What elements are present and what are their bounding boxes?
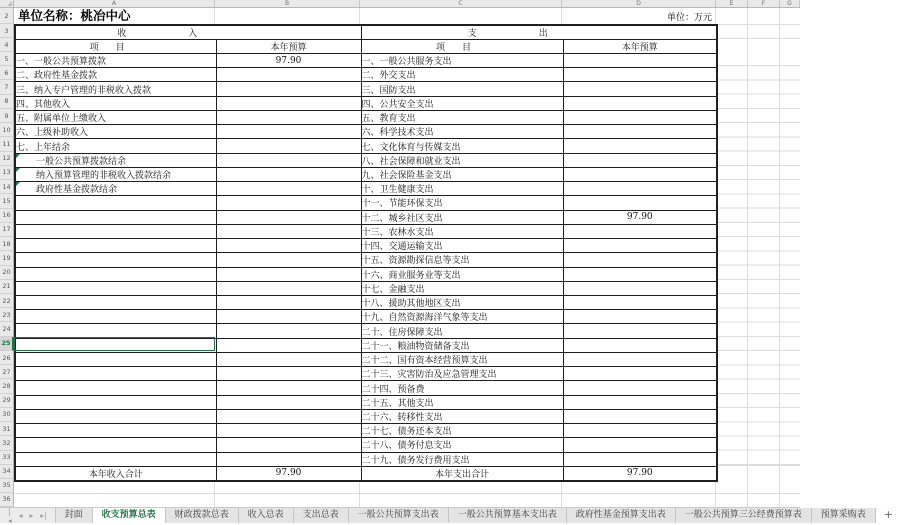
expense-value-cell[interactable]	[563, 452, 717, 466]
expense-value-cell[interactable]	[563, 381, 717, 395]
error-flag-icon	[16, 154, 20, 158]
expense-value-cell[interactable]	[563, 125, 717, 139]
next-sheet-icon[interactable]: ▸	[29, 511, 34, 520]
table-row	[15, 96, 717, 110]
row-header[interactable]: 31	[0, 422, 14, 436]
expense-total-value[interactable]: 97.90	[563, 466, 717, 481]
table-row	[15, 196, 717, 210]
sheet-tab-cover[interactable]: 封面	[55, 508, 93, 523]
expense-item-cell[interactable]: 五、教育支出	[361, 110, 563, 124]
expense-item-cell[interactable]: 二十八、债务付息支出	[361, 438, 563, 452]
table-row	[15, 182, 717, 196]
expense-value-cell[interactable]	[563, 409, 717, 423]
income-item-cell[interactable]	[15, 96, 216, 110]
table-row	[15, 125, 717, 139]
expense-item-cell[interactable]: 十七、金融支出	[361, 281, 563, 295]
table-row	[15, 338, 717, 352]
row-header[interactable]: 30	[0, 408, 14, 422]
income-item-cell[interactable]	[15, 438, 216, 452]
expense-value-cell[interactable]	[563, 324, 717, 338]
income-budget-col-header[interactable]: 本年预算	[216, 40, 361, 54]
income-item-label: 纳入预算管理的非税收入拨款结余	[36, 170, 172, 181]
income-item-col-header[interactable]: 项目	[15, 40, 216, 54]
income-value-cell[interactable]	[216, 125, 361, 139]
table-row	[15, 110, 717, 124]
income-value-cell[interactable]	[216, 224, 361, 238]
income-value-cell[interactable]	[216, 182, 361, 196]
income-item-cell[interactable]	[15, 167, 216, 181]
select-all-corner[interactable]	[0, 0, 14, 7]
expense-item-cell[interactable]: 二十七、债务还本支出	[361, 424, 563, 438]
prev-sheet-icon[interactable]: ◂	[18, 511, 23, 520]
gridline	[716, 38, 800, 39]
expense-value-cell[interactable]	[563, 82, 717, 96]
income-item-cell[interactable]	[15, 153, 216, 167]
sheet-tab-general-public-budget-expense[interactable]: 一般公共预算支出表	[349, 508, 449, 523]
section-header-row	[15, 25, 717, 40]
tab-navigation	[0, 508, 55, 523]
table-row	[15, 438, 717, 452]
income-item-label: 六、上级补助收入	[16, 128, 89, 139]
table-row	[15, 239, 717, 253]
income-item-cell[interactable]	[15, 352, 216, 366]
row-header-2[interactable]: 2	[0, 8, 14, 24]
income-item-cell[interactable]	[15, 381, 216, 395]
expense-value-cell[interactable]	[563, 182, 717, 196]
expense-item-cell[interactable]: 七、文化体育与传媒支出	[361, 139, 563, 153]
income-value-cell[interactable]	[216, 196, 361, 210]
row-header[interactable]: 20	[0, 266, 14, 280]
row-header[interactable]: 8	[0, 95, 14, 109]
row-header[interactable]: 27	[0, 365, 14, 379]
table-row	[15, 82, 717, 96]
income-item-cell[interactable]	[15, 224, 216, 238]
income-item-label: 五、附属单位上缴收入	[16, 114, 107, 125]
row-header-35[interactable]: 35	[0, 479, 14, 493]
income-item-label: 七、上年结余	[16, 142, 71, 153]
income-value-cell[interactable]	[216, 409, 361, 423]
income-total-label[interactable]: 本年收入合计	[15, 466, 216, 481]
table-row	[15, 253, 717, 267]
budget-table	[14, 24, 718, 482]
expense-item-cell[interactable]: 十一、节能环保支出	[361, 196, 563, 210]
table-row	[15, 395, 717, 409]
expense-item-cell[interactable]: 二十九、债务发行费用支出	[361, 452, 563, 466]
income-item-cell[interactable]	[15, 338, 216, 352]
column-header-c[interactable]: C	[360, 0, 562, 7]
income-item-cell[interactable]	[15, 210, 216, 224]
table-row	[15, 310, 717, 324]
expense-value-cell[interactable]	[563, 281, 717, 295]
unit-note: 单位：万元	[666, 13, 712, 23]
table-row	[15, 452, 717, 466]
expense-item-cell[interactable]: 二十一、粮油物资储备支出	[361, 338, 563, 352]
income-item-cell[interactable]	[15, 452, 216, 466]
row-header-36[interactable]: 36	[0, 493, 14, 507]
row-headers	[0, 8, 14, 507]
expense-value-cell[interactable]	[563, 438, 717, 452]
expense-item-cell[interactable]: 一、一般公共服务支出	[361, 54, 563, 68]
column-header-row	[15, 40, 717, 54]
expense-item-cell[interactable]: 九、社会保险基金支出	[361, 167, 563, 181]
expense-item-cell[interactable]: 二十三、灾害防治及应急管理支出	[361, 367, 563, 381]
error-flag-icon	[16, 182, 20, 186]
income-item-cell[interactable]	[15, 424, 216, 438]
income-value-cell[interactable]	[216, 395, 361, 409]
income-item-label: 三、纳入专户管理的非税收入拨款	[16, 85, 152, 96]
gridlines-right-strip	[716, 52, 800, 466]
income-value-cell[interactable]	[216, 367, 361, 381]
expense-item-cell[interactable]: 十、卫生健康支出	[361, 182, 563, 196]
expense-item-cell[interactable]: 十三、农林水支出	[361, 224, 563, 238]
income-value-cell[interactable]	[216, 267, 361, 281]
total-row	[15, 466, 717, 481]
last-sheet-icon[interactable]: ▸|	[40, 511, 47, 520]
column-header-e[interactable]: E	[716, 0, 748, 7]
column-header-d[interactable]: D	[562, 0, 716, 7]
expense-item-cell[interactable]: 八、社会保障和就业支出	[361, 153, 563, 167]
sheet-tab-expense-summary[interactable]: 支出总表	[294, 508, 349, 523]
table-body	[15, 54, 717, 467]
expense-value-cell[interactable]: 97.90	[563, 210, 717, 224]
income-item-cell[interactable]	[15, 253, 216, 267]
expense-value-cell[interactable]	[563, 352, 717, 366]
income-value-cell[interactable]	[216, 253, 361, 267]
expense-item-cell[interactable]: 六、科学技术支出	[361, 125, 563, 139]
sheet-tab-bar	[0, 506, 893, 525]
income-value-cell[interactable]	[216, 338, 361, 352]
row-header[interactable]: 24	[0, 322, 14, 336]
expense-item-cell[interactable]: 十六、商业服务业等支出	[361, 267, 563, 281]
table-row	[15, 167, 717, 181]
row-header[interactable]: 16	[0, 209, 14, 223]
row-header[interactable]: 11	[0, 137, 14, 151]
expense-item-cell[interactable]: 十五、资源勘探信息等支出	[361, 253, 563, 267]
table-row	[15, 424, 717, 438]
row-header[interactable]: 22	[0, 294, 14, 308]
table-row	[15, 367, 717, 381]
income-item-cell[interactable]	[15, 295, 216, 309]
income-value-cell[interactable]	[216, 424, 361, 438]
income-value-cell[interactable]: 97.90	[216, 54, 361, 68]
income-item-cell[interactable]	[15, 367, 216, 381]
income-item-cell[interactable]	[15, 196, 216, 210]
row-header[interactable]: 23	[0, 308, 14, 322]
first-sheet-icon[interactable]: |◂	[8, 506, 12, 525]
expense-value-cell[interactable]	[563, 253, 717, 267]
income-value-cell[interactable]	[216, 381, 361, 395]
expense-value-cell[interactable]	[563, 295, 717, 309]
income-item-cell[interactable]	[15, 110, 216, 124]
expense-value-cell[interactable]	[563, 395, 717, 409]
income-value-cell[interactable]	[216, 310, 361, 324]
row-header[interactable]: 14	[0, 180, 14, 194]
income-item-cell[interactable]	[15, 182, 216, 196]
column-headers	[0, 0, 800, 8]
income-value-cell[interactable]	[216, 239, 361, 253]
row-header[interactable]: 9	[0, 109, 14, 123]
table-row	[15, 324, 717, 338]
expense-value-cell[interactable]	[563, 196, 717, 210]
select-all-triangle-icon	[7, 1, 12, 6]
row-header[interactable]: 12	[0, 152, 14, 166]
row-headers-body	[0, 52, 14, 465]
income-item-label: 一、一般公共预算拨款	[16, 57, 107, 68]
row-header[interactable]: 10	[0, 123, 14, 137]
table-row	[15, 68, 717, 82]
income-item-cell[interactable]	[15, 395, 216, 409]
income-value-cell[interactable]	[216, 139, 361, 153]
income-item-cell[interactable]	[15, 82, 216, 96]
expense-item-cell[interactable]: 二十四、预备费	[361, 381, 563, 395]
income-item-label: 二、政府性基金拨款	[16, 71, 98, 82]
table-row	[15, 295, 717, 309]
row-header[interactable]: 7	[0, 80, 14, 94]
income-value-cell[interactable]	[216, 438, 361, 452]
expense-value-cell[interactable]	[563, 367, 717, 381]
table-row	[15, 139, 717, 153]
income-item-cell[interactable]	[15, 239, 216, 253]
expense-value-cell[interactable]	[563, 338, 717, 352]
income-value-cell[interactable]	[216, 210, 361, 224]
expense-value-cell[interactable]	[563, 310, 717, 324]
expense-item-cell[interactable]: 十四、交通运输支出	[361, 239, 563, 253]
income-value-cell[interactable]	[216, 82, 361, 96]
column-header-g[interactable]: G	[780, 0, 800, 7]
expense-total-label[interactable]: 本年支出合计	[361, 466, 563, 481]
row-header[interactable]: 25	[0, 337, 14, 351]
income-item-cell[interactable]	[15, 267, 216, 281]
table-row	[15, 281, 717, 295]
income-value-cell[interactable]	[216, 68, 361, 82]
row-header[interactable]: 17	[0, 223, 14, 237]
expense-item-cell[interactable]: 四、公共安全支出	[361, 96, 563, 110]
sheet-tab-income-summary[interactable]: 收入总表	[239, 508, 294, 523]
income-item-cell[interactable]	[15, 54, 216, 68]
expense-value-cell[interactable]	[563, 267, 717, 281]
sheet-tab-fiscal-appropriation-summary[interactable]: 财政拨款总表	[166, 508, 239, 523]
row-header[interactable]: 15	[0, 194, 14, 208]
row-header[interactable]: 29	[0, 394, 14, 408]
income-item-cell[interactable]	[15, 68, 216, 82]
row-header[interactable]: 6	[0, 66, 14, 80]
expense-value-cell[interactable]	[563, 167, 717, 181]
add-sheet-button[interactable]: +	[883, 508, 893, 521]
table-row	[15, 54, 717, 68]
row-header[interactable]: 13	[0, 166, 14, 180]
row-header[interactable]: 21	[0, 280, 14, 294]
income-item-cell[interactable]	[15, 125, 216, 139]
expense-value-cell[interactable]	[563, 54, 717, 68]
expense-item-cell[interactable]: 二十二、国有资本经营预算支出	[361, 352, 563, 366]
income-value-cell[interactable]	[216, 153, 361, 167]
income-item-cell[interactable]	[15, 281, 216, 295]
income-item-cell[interactable]	[15, 139, 216, 153]
expense-item-cell[interactable]: 十二、城乡社区支出	[361, 210, 563, 224]
income-item-label: 一般公共预算拨款结余	[36, 156, 127, 167]
expense-item-cell[interactable]: 二、外交支出	[361, 68, 563, 82]
expense-item-cell[interactable]: 二十五、其他支出	[361, 395, 563, 409]
income-value-cell[interactable]	[216, 167, 361, 181]
income-section-header[interactable]: 收入	[15, 25, 361, 40]
income-item-label: 政府性基金拨款结余	[36, 185, 118, 196]
expense-section-header[interactable]: 支出	[361, 25, 717, 40]
gridline	[14, 493, 800, 494]
expense-budget-col-header[interactable]: 本年预算	[563, 40, 717, 54]
sheet-tabs	[55, 508, 876, 523]
income-value-cell[interactable]	[216, 281, 361, 295]
expense-item-col-header[interactable]: 项目	[361, 40, 563, 54]
expense-value-cell[interactable]	[563, 96, 717, 110]
table-row	[15, 267, 717, 281]
income-item-cell[interactable]	[15, 324, 216, 338]
sheet-tab-general-public-budget-basic-expense[interactable]: 一般公共预算基本支出表	[449, 508, 567, 523]
income-item-label: 四、其他收入	[16, 99, 71, 110]
row-header[interactable]: 32	[0, 436, 14, 450]
expense-value-cell[interactable]	[563, 139, 717, 153]
table-row	[15, 224, 717, 238]
expense-item-cell[interactable]: 十八、援助其他地区支出	[361, 295, 563, 309]
gridline	[716, 24, 800, 25]
income-value-cell[interactable]	[216, 96, 361, 110]
income-item-cell[interactable]	[15, 409, 216, 423]
sheet-tab-budget-summary[interactable]: 收支预算总表	[93, 508, 166, 523]
table-row	[15, 352, 717, 366]
row-header[interactable]: 5	[0, 52, 14, 66]
sheet-tab-procurement[interactable]: 预算采购表	[812, 508, 876, 523]
row-header[interactable]: 33	[0, 451, 14, 465]
column-header-f[interactable]: F	[748, 0, 780, 7]
table-row	[15, 210, 717, 224]
income-value-cell[interactable]	[216, 295, 361, 309]
column-header-b[interactable]: B	[215, 0, 360, 7]
expense-value-cell[interactable]	[563, 68, 717, 82]
row-header[interactable]: 28	[0, 379, 14, 393]
error-flag-icon	[16, 168, 20, 172]
row-header-4[interactable]: 4	[0, 38, 14, 52]
expense-value-cell[interactable]	[563, 239, 717, 253]
row-header[interactable]: 19	[0, 251, 14, 265]
expense-value-cell[interactable]	[563, 224, 717, 238]
sheet-tab-government-fund-budget-expense[interactable]: 政府性基金预算支出表	[567, 508, 676, 523]
column-header-a[interactable]: A	[14, 0, 215, 7]
sheet-tab-three-public-funds[interactable]: 一般公共预算三公经费预算表	[676, 508, 812, 523]
income-value-cell[interactable]	[216, 352, 361, 366]
table-row	[15, 153, 717, 167]
income-value-cell[interactable]	[216, 452, 361, 466]
expense-value-cell[interactable]	[563, 424, 717, 438]
row-header-34[interactable]: 34	[0, 465, 14, 479]
unit-name-title: 单位名称：桃冶中心	[18, 8, 131, 23]
table-row	[15, 409, 717, 423]
row-header[interactable]: 26	[0, 351, 14, 365]
income-value-cell[interactable]	[216, 324, 361, 338]
expense-value-cell[interactable]	[563, 153, 717, 167]
expense-item-cell[interactable]: 二十、住房保障支出	[361, 324, 563, 338]
expense-item-cell[interactable]: 二十六、转移性支出	[361, 409, 563, 423]
expense-item-cell[interactable]: 三、国防支出	[361, 82, 563, 96]
expense-value-cell[interactable]	[563, 110, 717, 124]
income-total-value[interactable]: 97.90	[216, 466, 361, 481]
income-item-cell[interactable]	[15, 310, 216, 324]
row-header[interactable]: 18	[0, 237, 14, 251]
row-header-3[interactable]: 3	[0, 24, 14, 38]
income-value-cell[interactable]	[216, 110, 361, 124]
table-row	[15, 381, 717, 395]
expense-item-cell[interactable]: 十九、自然资源海洋气象等支出	[361, 310, 563, 324]
